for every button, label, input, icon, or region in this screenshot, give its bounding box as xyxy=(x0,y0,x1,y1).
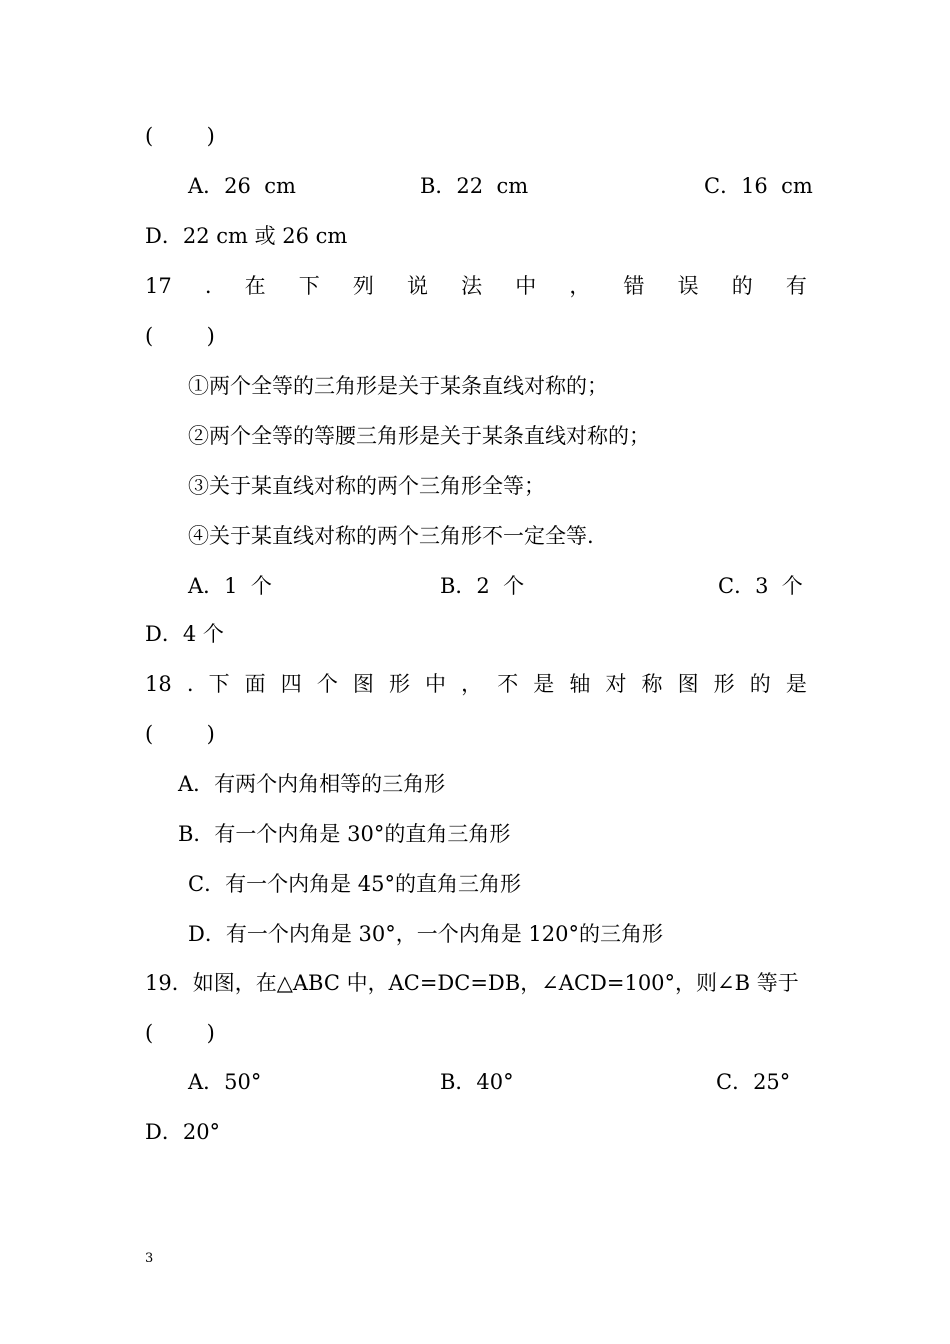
q17-stem-char: 错 xyxy=(623,274,645,298)
q17-stem-char: 在 xyxy=(244,274,266,298)
q16-option-c: C．16 cm xyxy=(704,174,813,198)
q17-statement: ④关于某直线对称的两个三角形不一定全等. xyxy=(188,524,594,548)
q16-option-b: B．22 cm xyxy=(420,174,529,198)
q17-stem xyxy=(145,274,807,298)
q19-stem: 19．如图，在△ABC 中，AC=DC=DB，∠ACD=100°，则∠B 等于 xyxy=(145,971,799,995)
q17-stem-char: 列 xyxy=(352,274,374,298)
q18-stem-char: 轴 xyxy=(569,672,591,696)
q17-option-d: D．4 个 xyxy=(145,622,224,646)
q17-option-a: A．1 个 xyxy=(188,574,272,598)
q18-stem-char: 是 xyxy=(785,672,807,696)
q18-option-b: B．有一个内角是 30°的直角三角形 xyxy=(178,822,511,846)
q17-stem-char: 说 xyxy=(407,274,429,298)
q18-stem-char: 形 xyxy=(713,672,735,696)
page-number: 3 xyxy=(145,1251,154,1266)
q17-stem-char: 下 xyxy=(298,274,320,298)
q16-answer-paren: ( ) xyxy=(145,124,215,148)
q18-stem-char: 称 xyxy=(641,672,663,696)
q18-stem-char: 四 xyxy=(280,672,302,696)
q18-stem-char: 不 xyxy=(497,672,519,696)
q18-option-c: C．有一个内角是 45°的直角三角形 xyxy=(188,872,521,896)
q19-option-b: B．40° xyxy=(440,1070,514,1094)
q18-stem-char: 图 xyxy=(677,672,699,696)
q17-stem-char: ， xyxy=(569,274,591,298)
q18-option-d: D．有一个内角是 30°，一个内角是 120°的三角形 xyxy=(188,922,663,946)
q19-option-c: C．25° xyxy=(716,1070,791,1094)
q17-stem-char: 的 xyxy=(731,274,753,298)
q19-answer-paren: ( ) xyxy=(145,1021,215,1045)
q17-stem-char: 法 xyxy=(461,274,483,298)
q18-stem-char: 18 xyxy=(145,672,172,696)
q18-stem xyxy=(145,672,807,696)
q18-stem-char: 对 xyxy=(605,672,627,696)
q17-statement: ③关于某直线对称的两个三角形全等； xyxy=(188,474,545,498)
q18-stem-char: 图 xyxy=(352,672,374,696)
q18-stem-char: 面 xyxy=(244,672,266,696)
q16-option-d: D．22 cm 或 26 cm xyxy=(145,224,348,248)
q18-option-a: A．有两个内角相等的三角形 xyxy=(178,772,446,796)
q17-option-c: C．3 个 xyxy=(718,574,803,598)
q17-stem-char: 有 xyxy=(785,274,807,298)
q17-stem-char: . xyxy=(204,274,212,298)
q18-stem-char: 是 xyxy=(533,672,555,696)
q16-option-a: A．26 cm xyxy=(188,174,296,198)
q17-statement: ②两个全等的等腰三角形是关于某条直线对称的； xyxy=(188,424,650,448)
q17-option-b: B．2 个 xyxy=(440,574,525,598)
q19-option-a: A．50° xyxy=(188,1070,262,1094)
q17-statement: ①两个全等的三角形是关于某条直线对称的； xyxy=(188,374,608,398)
q18-stem-char: 下 xyxy=(208,672,230,696)
q18-stem-char: ， xyxy=(461,672,483,696)
q18-stem-char: 中 xyxy=(425,672,447,696)
q17-stem-char: 17 xyxy=(145,274,172,298)
q18-stem-char: 形 xyxy=(388,672,410,696)
q17-stem-char: 误 xyxy=(677,274,699,298)
q17-stem-char: 中 xyxy=(515,274,537,298)
q18-stem-char: 个 xyxy=(316,672,338,696)
q17-answer-paren: ( ) xyxy=(145,324,215,348)
q18-stem-char: 的 xyxy=(749,672,771,696)
q18-answer-paren: ( ) xyxy=(145,722,215,746)
q18-stem-char: . xyxy=(186,672,194,696)
q19-option-d: D．20° xyxy=(145,1120,221,1144)
